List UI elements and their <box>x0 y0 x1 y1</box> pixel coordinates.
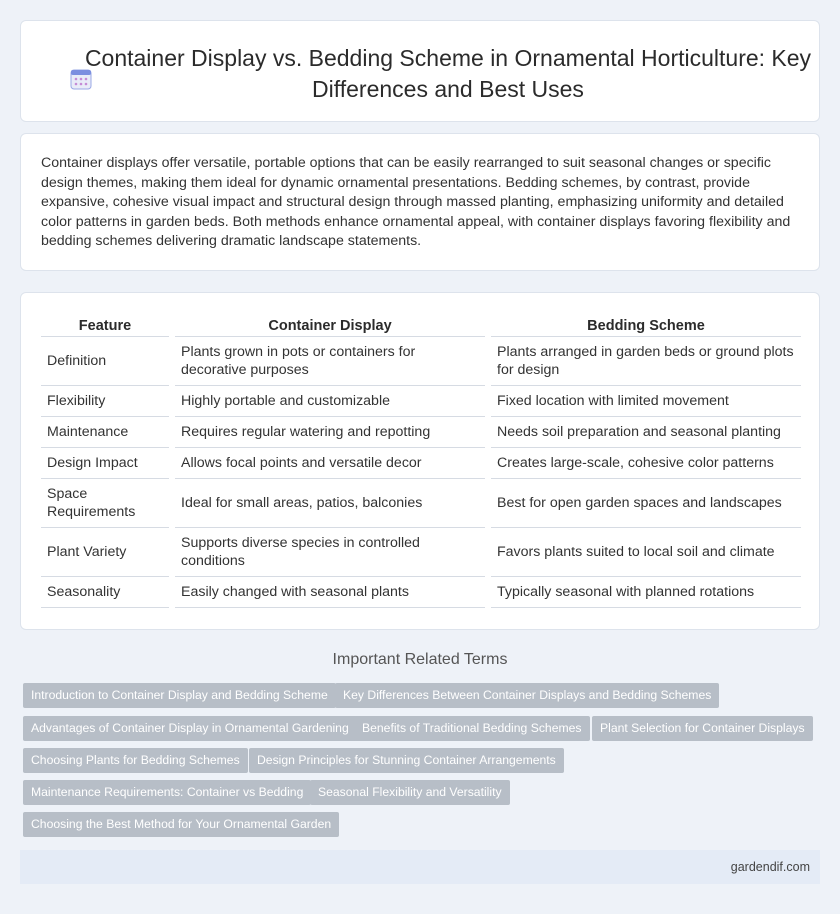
table-cell: Definition <box>41 337 169 386</box>
table-cell: Allows focal points and versatile decor <box>175 448 485 479</box>
related-term-tag[interactable]: Plant Selection for Container Displays <box>592 716 813 741</box>
related-term-tag[interactable]: Seasonal Flexibility and Versatility <box>310 780 510 805</box>
table-row <box>41 417 801 448</box>
related-terms-title: Important Related Terms <box>332 651 508 668</box>
table-cell: Needs soil preparation and seasonal planting <box>491 417 801 448</box>
summary-text: Container displays offer versatile, portable options that can be easily rearranged to suit seasonal changes or specific design themes, making them ideal for dynamic ornamental presentations. Bedding schemes, by contrast, provide expansive, cohesive visual impact and structural design through massed planting, emphasizing uniformity and detailed color patterns in garden beds. Both methods enhance ornamental appeal, with container displays favoring flexibility and bedding schemes delivering dramatic landscape statements. <box>41 155 791 249</box>
table-cell: Fixed location with limited movement <box>491 386 801 417</box>
table-row <box>41 479 801 528</box>
page-title: Container Display vs. Bedding Scheme in Ornamental Horticulture: Key Differences and Best Uses <box>84 45 812 102</box>
related-term-tag[interactable]: Key Differences Between Container Displays and Bedding Schemes <box>335 683 719 708</box>
table-cell: Plants arranged in garden beds or ground plots for design <box>491 337 801 386</box>
table-cell: Flexibility <box>41 386 169 417</box>
table-row <box>41 337 801 386</box>
table-cell: Creates large-scale, cohesive color patterns <box>491 448 801 479</box>
table-cell: Requires regular watering and repotting <box>175 417 485 448</box>
table-cell: Maintenance <box>41 417 169 448</box>
table-cell: Seasonality <box>41 577 169 608</box>
comparison-card <box>20 292 820 630</box>
table-cell: Typically seasonal with planned rotations <box>491 577 801 608</box>
related-term-tag[interactable]: Choosing Plants for Bedding Schemes <box>23 748 248 773</box>
table-cell: Easily changed with seasonal plants <box>175 577 485 608</box>
header-feature: Feature <box>41 316 169 337</box>
summary-card <box>20 133 820 271</box>
related-term-tag[interactable]: Advantages of Container Display in Ornamental Gardening <box>23 716 357 741</box>
table-cell: Highly portable and customizable <box>175 386 485 417</box>
table-cell: Supports diverse species in controlled conditions <box>175 528 485 577</box>
header-container-display: Container Display <box>175 316 485 337</box>
footer-site-link[interactable]: gardendif.com <box>730 860 810 874</box>
table-header-row <box>41 316 801 337</box>
header-bedding-scheme: Bedding Scheme <box>491 316 801 337</box>
table-cell: Best for open garden spaces and landscapes <box>491 479 801 528</box>
table-cell: Ideal for small areas, patios, balconies <box>175 479 485 528</box>
table-cell: Design Impact <box>41 448 169 479</box>
table-cell: Favors plants suited to local soil and climate <box>491 528 801 577</box>
related-term-tag[interactable]: Choosing the Best Method for Your Ornamental Garden <box>23 812 339 837</box>
table-row <box>41 448 801 479</box>
related-term-tag[interactable]: Introduction to Container Display and Bedding Scheme <box>23 683 336 708</box>
table-row <box>41 386 801 417</box>
related-term-tag[interactable]: Benefits of Traditional Bedding Schemes <box>354 716 590 741</box>
table-cell: Plant Variety <box>41 528 169 577</box>
table-cell: Plants grown in pots or containers for decorative purposes <box>175 337 485 386</box>
table-row <box>41 577 801 608</box>
related-term-tag[interactable]: Design Principles for Stunning Container Arrangements <box>249 748 564 773</box>
footer <box>20 850 820 884</box>
table-cell: Space Requirements <box>41 479 169 528</box>
related-term-tag[interactable]: Maintenance Requirements: Container vs Bedding <box>23 780 311 805</box>
table-row <box>41 528 801 577</box>
comparison-table <box>35 316 807 608</box>
